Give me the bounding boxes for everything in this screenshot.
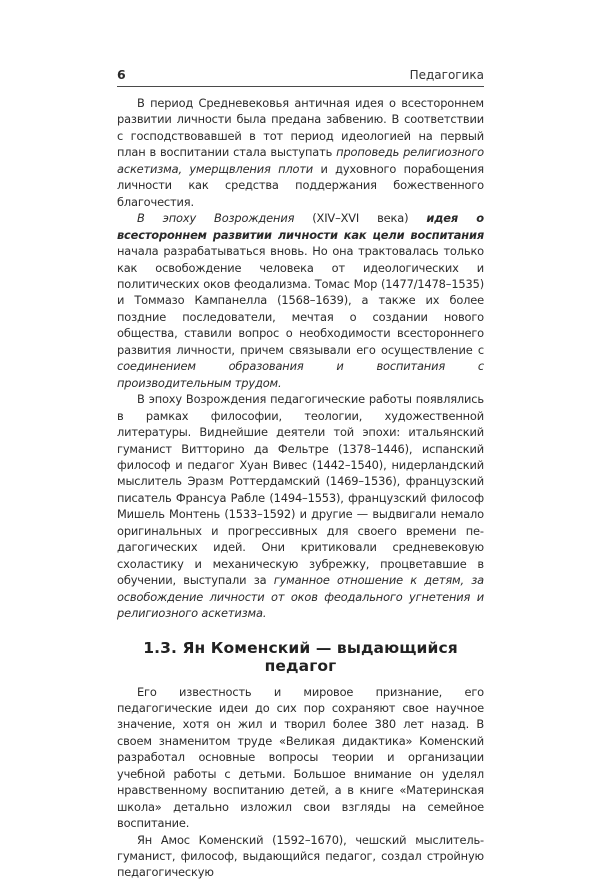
emphasis-run: гуманное отношение к детям, за освобождение личности от оков феодального угнетения и религиозного аскетизма. — [117, 573, 484, 621]
section-heading: 1.3. Ян Коменский — выдающийся педагог — [143, 638, 458, 675]
paragraph-renaissance-figures — [117, 391, 484, 621]
book-title: Педагогика — [409, 68, 484, 82]
emphasis-run: проповедь религиозного аскетизма, умерщвления плоти — [117, 145, 485, 176]
emphasis-run: соединением образования и воспитания с производительным трудом. — [117, 359, 484, 390]
page-number: 6 — [117, 67, 126, 82]
running-header — [117, 64, 484, 87]
paragraph-middle-ages — [117, 95, 484, 210]
page-body — [117, 95, 484, 881]
text-run: В эпоху Возрождения педагогические работы появлялись в рамках философии, теологии, художественной литературы. Виднейшие деятели той эпохи: итальянский гуманист Витторино да Фельтре (1378–1446), испанский философ и педагог Хуан Вивес (1442–1540), нидерландский мыслитель Эразм Роттердамский (1469–1536), французский писатель Франсуа Рабле (1494–1553), французский философ Мишель Монтень (1533–1592) и другие — выдвигали немало оригинальных и прогрессивных для своего времени педагогических идей. Они критиковали средневековую схоластику и механическую зубрежку, процветавшие в обучении, выступали за — [117, 392, 484, 588]
text-run: (XIV–XVI века) — [294, 211, 427, 226]
paragraph-comenius-bio — [117, 832, 484, 881]
text-run: Его известность и мировое признание, его педагогические идеи до сих пор сохраняют свое научное значение, хотя он жил и творил более 380 лет назад. В своем знаменитом труде «Великая дидактика» Коменский разработал основные вопросы теории и организации учебной работы с детьми. Большое внимание он уделял нравственному воспитанию детей, а в книге «Материнская школа» детально изложил свои взгляды на семейное воспитание. — [117, 684, 484, 831]
paragraph-comenius-fame — [117, 684, 484, 832]
bold-emphasis-run: идея о всестороннем развитии личности как цели воспитания — [117, 211, 484, 242]
text-run: Ян Амос Коменский (1592–1670), чешский мыслитель-гуманист, философ, выдающийся педагог, создал стройную педагогическую — [117, 832, 484, 880]
book-page — [117, 64, 484, 881]
emphasis-run: В эпоху Возрождения — [137, 211, 295, 226]
text-run: начала разрабатываться вновь. Но она трактовалась только как освобождение человека от идеологических и политических оков феодализма. Томас Мор (1477/1478–1535) и Томмазо Кампанелла (1568–1639), а также их более поздние последователи, мечтая о создании нового общества, ставили вопрос о необходимости всестороннего развития личности, причем связывали его осуществление с — [117, 244, 484, 357]
paragraph-renaissance-idea — [117, 210, 484, 391]
text-run: и духовного порабощения личности как средства поддержания божественного благочестия. — [117, 161, 485, 209]
text-run: В период Средневековья античная идея о всестороннем развитии личности была предана забвению. В соответствии с господствовавшей в тот период идеологией на первый план в воспитании стала выступать — [117, 96, 484, 160]
